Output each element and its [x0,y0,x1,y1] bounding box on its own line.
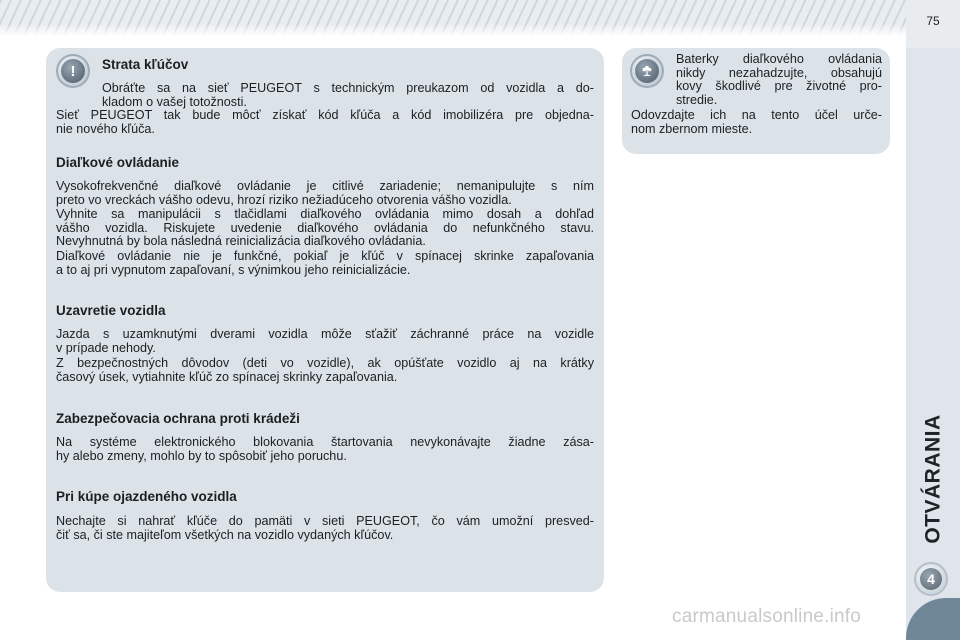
text-line: nikdy nezahadzujte, obsahujú [676,65,882,80]
text-line: Vyhnite sa manipulácii s tlačidlami diaľkového ovládania mimo dosah a dohľad [56,207,594,221]
text-line: časový úsek, vytiahnite kľúč zo spínacej skrinky zapaľovania. [56,369,398,384]
exclamation-glyph: ! [61,59,85,83]
battery-warning-note [676,53,882,107]
header-band-fade [0,24,906,36]
battery-disposal-text [631,109,882,136]
heading-lost-keys: Strata kľúčov [102,57,189,72]
text-line: Nevyhnutná by bola následná reinicializácia diaľkového ovládania. [56,234,426,249]
lost-keys-note [102,82,594,109]
used-car-paragraph [56,515,594,542]
text-line: stredie. [676,92,718,107]
text-line: kladom o vašej totožnosti. [102,94,247,109]
text-line: Jazda s uzamknutými dverami vozidla môže sťažiť záchranné práce na vozidle [56,327,594,341]
eco-flower-icon [630,54,664,88]
chapter-title [916,404,952,554]
heading-used-car: Pri kúpe ojazdeného vozidla [56,489,237,504]
heading-remote-control: Diaľkové ovládanie [56,155,180,170]
text-line: Na systéme elektronického blokovania štartovania nevykonávajte žiadne zása- [56,435,594,449]
text-line: preto vo vreckách vášho odevu, hrozí riziko nežiadúceho otvorenia vášho vozidla. [56,192,512,207]
text-line: Baterky diaľkového ovládania [676,52,882,66]
text-line: vášho vozidla. Riskujete uvedenie diaľkového ovládania do nefunkčného stavu. [56,220,594,235]
locking-paragraph-1 [56,328,594,355]
heading-locking: Uzavretie vozidla [56,303,166,318]
page-number: 75 [926,14,940,28]
text-line: kovy škodlivé pre životné pro- [676,79,882,94]
text-line: Vysokofrekvenčné diaľkové ovládanie je citlivé zariadenie; nemanipulujte s ním [56,179,594,193]
chapter-title-text: OTVÁRANIA [922,414,945,544]
text-line: Diaľkové ovládanie nie je funkčné, pokiaľ je kľúč v spínacej skrinke zapaľovania [56,249,594,263]
text-line: Odovzdajte ich na tento účel urče- [631,108,882,122]
text-line: nom zbernom mieste. [631,121,753,136]
exclamation-icon [56,54,90,88]
text-line: Sieť PEUGEOT tak bude môcť získať kód kľúča a kód imobilizéra pre objedna- [56,108,594,122]
flower-glyph [635,59,659,83]
text-line: Obráťte sa na sieť PEUGEOT s technickým preukazom od vozidla a do- [102,81,594,95]
heading-antitheft: Zabezpečovacia ochrana proti krádeži [56,411,300,426]
remote-paragraph-3 [56,250,594,277]
text-line: hy alebo zmeny, mohlo by to spôsobiť jeho poruchu. [56,448,347,463]
text-line: nie nového kľúča. [56,121,155,136]
antitheft-paragraph [56,436,594,463]
text-line: Z bezpečnostných dôvodov (deti vo vozidle), ak opúšťate vozidlo aj na krátky [56,356,594,370]
locking-paragraph-2 [56,357,594,384]
remote-paragraph-2 [56,208,594,249]
text-line: a to aj pri vypnutom zapaľovaní, s výnimkou jeho reinicializácie. [56,262,411,277]
text-line: Nechajte si nahrať kľúče do pamäti v sieti PEUGEOT, čo vám umožní presved- [56,514,594,528]
text-line: čiť sa, či ste majiteľom všetkých na vozidlo vydaných kľúčov. [56,527,394,542]
remote-paragraph-1 [56,180,594,207]
watermark[interactable]: carmanualsonline.info [672,606,862,627]
chapter-number-badge [914,562,948,596]
chapter-number: 4 [920,568,942,590]
text-line: v prípade nehody. [56,340,156,355]
flower-icon [639,63,655,79]
lost-keys-text [56,109,594,136]
